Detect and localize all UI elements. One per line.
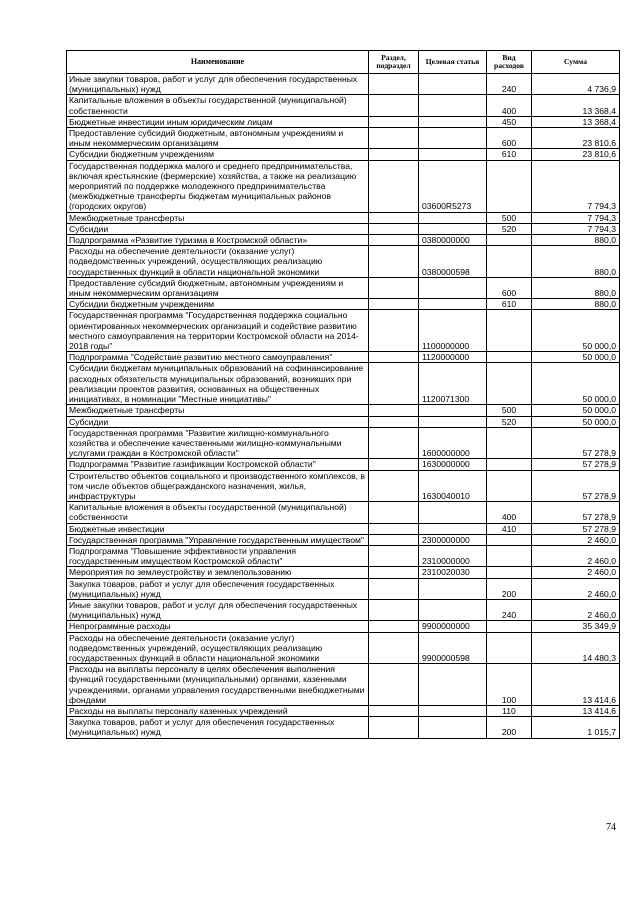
cell-target (419, 223, 487, 234)
cell-target (419, 299, 487, 310)
header-row (67, 51, 620, 74)
cell-name: Подпрограмма "Повышение эффективности управления государственным имуществом Костромской области" (67, 545, 369, 566)
cell-vid: 500 (487, 212, 532, 223)
table-row (67, 116, 620, 127)
cell-section (369, 235, 419, 246)
cell-vid: 400 (487, 502, 532, 523)
cell-vid: 610 (487, 299, 532, 310)
cell-vid: 240 (487, 599, 532, 620)
table-row (67, 299, 620, 310)
cell-name: Государственная программа "Государственная поддержка социально ориентированных некоммерческих организаций и содействие развитию местного самоуправления на территории Костромской области на 2014-2018 годы" (67, 310, 369, 352)
cell-sum: 50 000,0 (532, 352, 620, 363)
cell-section (369, 578, 419, 599)
cell-sum: 880,0 (532, 246, 620, 278)
cell-section (369, 502, 419, 523)
cell-section (369, 416, 419, 427)
header-vid: Вид расходов (487, 51, 532, 74)
cell-sum: 13 368,4 (532, 95, 620, 116)
cell-name: Непрограммные расходы (67, 621, 369, 632)
table-row (67, 416, 620, 427)
cell-vid: 100 (487, 664, 532, 706)
cell-name: Предоставление субсидий бюджетным, автономным учреждениям и иным некоммерческим организациям (67, 277, 369, 298)
table-row (67, 621, 620, 632)
cell-sum: 2 460,0 (532, 599, 620, 620)
cell-target: 2310020030 (419, 567, 487, 578)
cell-section (369, 523, 419, 534)
cell-vid (487, 621, 532, 632)
cell-name: Расходы на обеспечение деятельности (оказание услуг) подведомственных учреждений, осуществляющих реализацию государственных функций в области национальной экономики (67, 632, 369, 664)
table-row (67, 545, 620, 566)
cell-name: Субсидии бюджетным учреждениям (67, 299, 369, 310)
table-row (67, 363, 620, 405)
cell-section (369, 545, 419, 566)
cell-section (369, 363, 419, 405)
table-row (67, 534, 620, 545)
cell-sum: 880,0 (532, 299, 620, 310)
cell-target: 1600000000 (419, 427, 487, 459)
table-row (67, 470, 620, 502)
cell-name: Подпрограмма "Развитие газификации Костромской области" (67, 459, 369, 470)
table-row (67, 502, 620, 523)
cell-vid: 520 (487, 416, 532, 427)
cell-vid: 500 (487, 405, 532, 416)
cell-target: 2300000000 (419, 534, 487, 545)
cell-sum: 50 000,0 (532, 310, 620, 352)
cell-vid: 410 (487, 523, 532, 534)
cell-section (369, 74, 419, 95)
cell-section (369, 160, 419, 212)
cell-target: 0380000000 (419, 235, 487, 246)
cell-section (369, 427, 419, 459)
table-row (67, 599, 620, 620)
cell-sum: 57 278,9 (532, 502, 620, 523)
cell-sum: 13 368,4 (532, 116, 620, 127)
cell-target (419, 95, 487, 116)
cell-target (419, 578, 487, 599)
cell-name: Расходы на обеспечение деятельности (оказание услуг) подведомственных учреждений, осуществляющих реализацию государственных функций в области национальной экономики (67, 246, 369, 278)
cell-name: Межбюджетные трансферты (67, 405, 369, 416)
cell-name: Субсидии (67, 416, 369, 427)
cell-section (369, 116, 419, 127)
cell-vid (487, 545, 532, 566)
cell-section (369, 717, 419, 738)
cell-section (369, 534, 419, 545)
cell-name: Иные закупки товаров, работ и услуг для обеспечения государственных (муниципальных) нужд (67, 599, 369, 620)
cell-name: Подпрограмма «Развитие туризма в Костромской области» (67, 235, 369, 246)
cell-target: 1120000000 (419, 352, 487, 363)
cell-section (369, 470, 419, 502)
cell-target: 0380000598 (419, 246, 487, 278)
cell-vid: 600 (487, 277, 532, 298)
table-row (67, 149, 620, 160)
cell-section (369, 567, 419, 578)
cell-sum: 1 015,7 (532, 717, 620, 738)
cell-section (369, 459, 419, 470)
cell-target (419, 502, 487, 523)
cell-vid (487, 235, 532, 246)
cell-vid (487, 160, 532, 212)
cell-name: Подпрограмма "Содействие развитию местного самоуправления" (67, 352, 369, 363)
cell-section (369, 352, 419, 363)
cell-name: Бюджетные инвестиции (67, 523, 369, 534)
cell-sum: 2 460,0 (532, 545, 620, 566)
cell-target: 9900000598 (419, 632, 487, 664)
cell-name: Капитальные вложения в объекты государственной (муниципальной) собственности (67, 502, 369, 523)
cell-vid: 610 (487, 149, 532, 160)
cell-sum: 2 460,0 (532, 534, 620, 545)
table-row (67, 459, 620, 470)
table-row (67, 246, 620, 278)
table-row (67, 128, 620, 149)
cell-name: Мероприятия по землеустройству и землепользованию (67, 567, 369, 578)
cell-sum: 2 460,0 (532, 567, 620, 578)
table-row (67, 235, 620, 246)
cell-vid: 110 (487, 705, 532, 716)
cell-vid (487, 459, 532, 470)
cell-name: Расходы на выплаты персоналу казенных учреждений (67, 705, 369, 716)
cell-sum: 23 810,6 (532, 149, 620, 160)
cell-sum: 23 810,6 (532, 128, 620, 149)
table-row (67, 427, 620, 459)
cell-sum: 4 736,9 (532, 74, 620, 95)
table-row (67, 578, 620, 599)
cell-vid (487, 632, 532, 664)
cell-vid: 520 (487, 223, 532, 234)
cell-sum: 13 414,6 (532, 664, 620, 706)
cell-section (369, 621, 419, 632)
page-number: 74 (606, 822, 616, 833)
cell-vid (487, 534, 532, 545)
cell-sum: 50 000,0 (532, 405, 620, 416)
cell-section (369, 405, 419, 416)
cell-section (369, 149, 419, 160)
header-sum: Сумма (532, 51, 620, 74)
header-name: Наименование (67, 51, 369, 74)
cell-sum: 13 414,6 (532, 705, 620, 716)
cell-vid: 200 (487, 578, 532, 599)
cell-vid: 450 (487, 116, 532, 127)
cell-name: Закупка товаров, работ и услуг для обеспечения государственных (муниципальных) нужд (67, 578, 369, 599)
cell-sum: 50 000,0 (532, 416, 620, 427)
cell-section (369, 632, 419, 664)
table-row (67, 717, 620, 738)
cell-target (419, 717, 487, 738)
cell-name: Государственная поддержка малого и среднего предпринимательства, включая крестьянские (фермерские) хозяйства, а также на реализацию мероприятий по поддержке молодежного предпринимательства (межбюджетные трансферты бюджетам муниципальных районов (городских округов) (67, 160, 369, 212)
cell-target (419, 523, 487, 534)
cell-sum: 880,0 (532, 277, 620, 298)
table-row (67, 310, 620, 352)
cell-section (369, 705, 419, 716)
cell-name: Расходы на выплаты персоналу в целях обеспечения выполнения функций государственными (муниципальными) органами, казенными учреждениями, органами управления государственными внебюджетными фондами (67, 664, 369, 706)
cell-name: Иные закупки товаров, работ и услуг для обеспечения государственных (муниципальных) нужд (67, 74, 369, 95)
cell-target (419, 405, 487, 416)
cell-name: Межбюджетные трансферты (67, 212, 369, 223)
cell-section (369, 310, 419, 352)
cell-vid (487, 470, 532, 502)
table-row (67, 212, 620, 223)
budget-table (66, 50, 620, 739)
cell-target: 2310000000 (419, 545, 487, 566)
cell-target (419, 705, 487, 716)
table-row (67, 705, 620, 716)
cell-name: Закупка товаров, работ и услуг для обеспечения государственных (муниципальных) нужд (67, 717, 369, 738)
table-row (67, 405, 620, 416)
cell-sum: 7 794,3 (532, 223, 620, 234)
table-row (67, 160, 620, 212)
cell-vid (487, 567, 532, 578)
cell-target (419, 149, 487, 160)
cell-section (369, 246, 419, 278)
table-row (67, 223, 620, 234)
header-section: Раздел, подраздел (369, 51, 419, 74)
cell-sum: 35 349,9 (532, 621, 620, 632)
cell-section (369, 277, 419, 298)
table-body (67, 74, 620, 739)
cell-section (369, 95, 419, 116)
cell-sum: 880,0 (532, 235, 620, 246)
cell-name: Субсидии бюджетным учреждениям (67, 149, 369, 160)
table-row (67, 523, 620, 534)
cell-section (369, 299, 419, 310)
cell-name: Субсидии бюджетам муниципальных образований на софинансирование расходных обязательств муниципальных образований, возникших при реализации проектов развития, основанных на общественных инициативах, в номинации "Местные инициативы" (67, 363, 369, 405)
table-row (67, 632, 620, 664)
cell-sum: 7 794,3 (532, 212, 620, 223)
cell-vid: 600 (487, 128, 532, 149)
cell-name: Государственная программа "Управление государственным имуществом" (67, 534, 369, 545)
cell-section (369, 599, 419, 620)
cell-vid (487, 352, 532, 363)
cell-section (369, 664, 419, 706)
table-row (67, 74, 620, 95)
cell-section (369, 212, 419, 223)
cell-vid (487, 310, 532, 352)
cell-target (419, 116, 487, 127)
cell-sum: 2 460,0 (532, 578, 620, 599)
cell-target (419, 74, 487, 95)
cell-target: 9900000000 (419, 621, 487, 632)
cell-sum: 14 480,3 (532, 632, 620, 664)
cell-target: 1630000000 (419, 459, 487, 470)
cell-target: 1630040010 (419, 470, 487, 502)
cell-vid (487, 246, 532, 278)
cell-target: 03600R5273 (419, 160, 487, 212)
cell-name: Строительство объектов социального и производственного комплексов, в том числе объектов общегражданского назначения, жилья, инфраструктуры (67, 470, 369, 502)
cell-name: Субсидии (67, 223, 369, 234)
cell-target (419, 664, 487, 706)
table-row (67, 277, 620, 298)
cell-vid (487, 427, 532, 459)
cell-name: Капитальные вложения в объекты государственной (муниципальной) собственности (67, 95, 369, 116)
cell-target (419, 599, 487, 620)
cell-section (369, 128, 419, 149)
table-row (67, 95, 620, 116)
table-row (67, 352, 620, 363)
cell-target (419, 212, 487, 223)
table-row (67, 567, 620, 578)
cell-sum: 57 278,9 (532, 459, 620, 470)
header-target: Целевая статья (419, 51, 487, 74)
table-row (67, 664, 620, 706)
cell-name: Государственная программа "Развитие жилищно-коммунального хозяйства и обеспечение качественными жилищно-коммунальными услугами граждан в Костромской области" (67, 427, 369, 459)
cell-target: 1100000000 (419, 310, 487, 352)
cell-vid: 240 (487, 74, 532, 95)
cell-target (419, 416, 487, 427)
cell-vid: 200 (487, 717, 532, 738)
cell-sum: 50 000,0 (532, 363, 620, 405)
cell-vid: 400 (487, 95, 532, 116)
cell-vid (487, 363, 532, 405)
cell-sum: 57 278,9 (532, 523, 620, 534)
cell-sum: 57 278,9 (532, 427, 620, 459)
cell-sum: 7 794,3 (532, 160, 620, 212)
cell-target (419, 277, 487, 298)
cell-sum: 57 278,9 (532, 470, 620, 502)
cell-target: 1120071300 (419, 363, 487, 405)
cell-target (419, 128, 487, 149)
cell-name: Бюджетные инвестиции иным юридическим лицам (67, 116, 369, 127)
cell-name: Предоставление субсидий бюджетным, автономным учреждениям и иным некоммерческим организациям (67, 128, 369, 149)
cell-section (369, 223, 419, 234)
